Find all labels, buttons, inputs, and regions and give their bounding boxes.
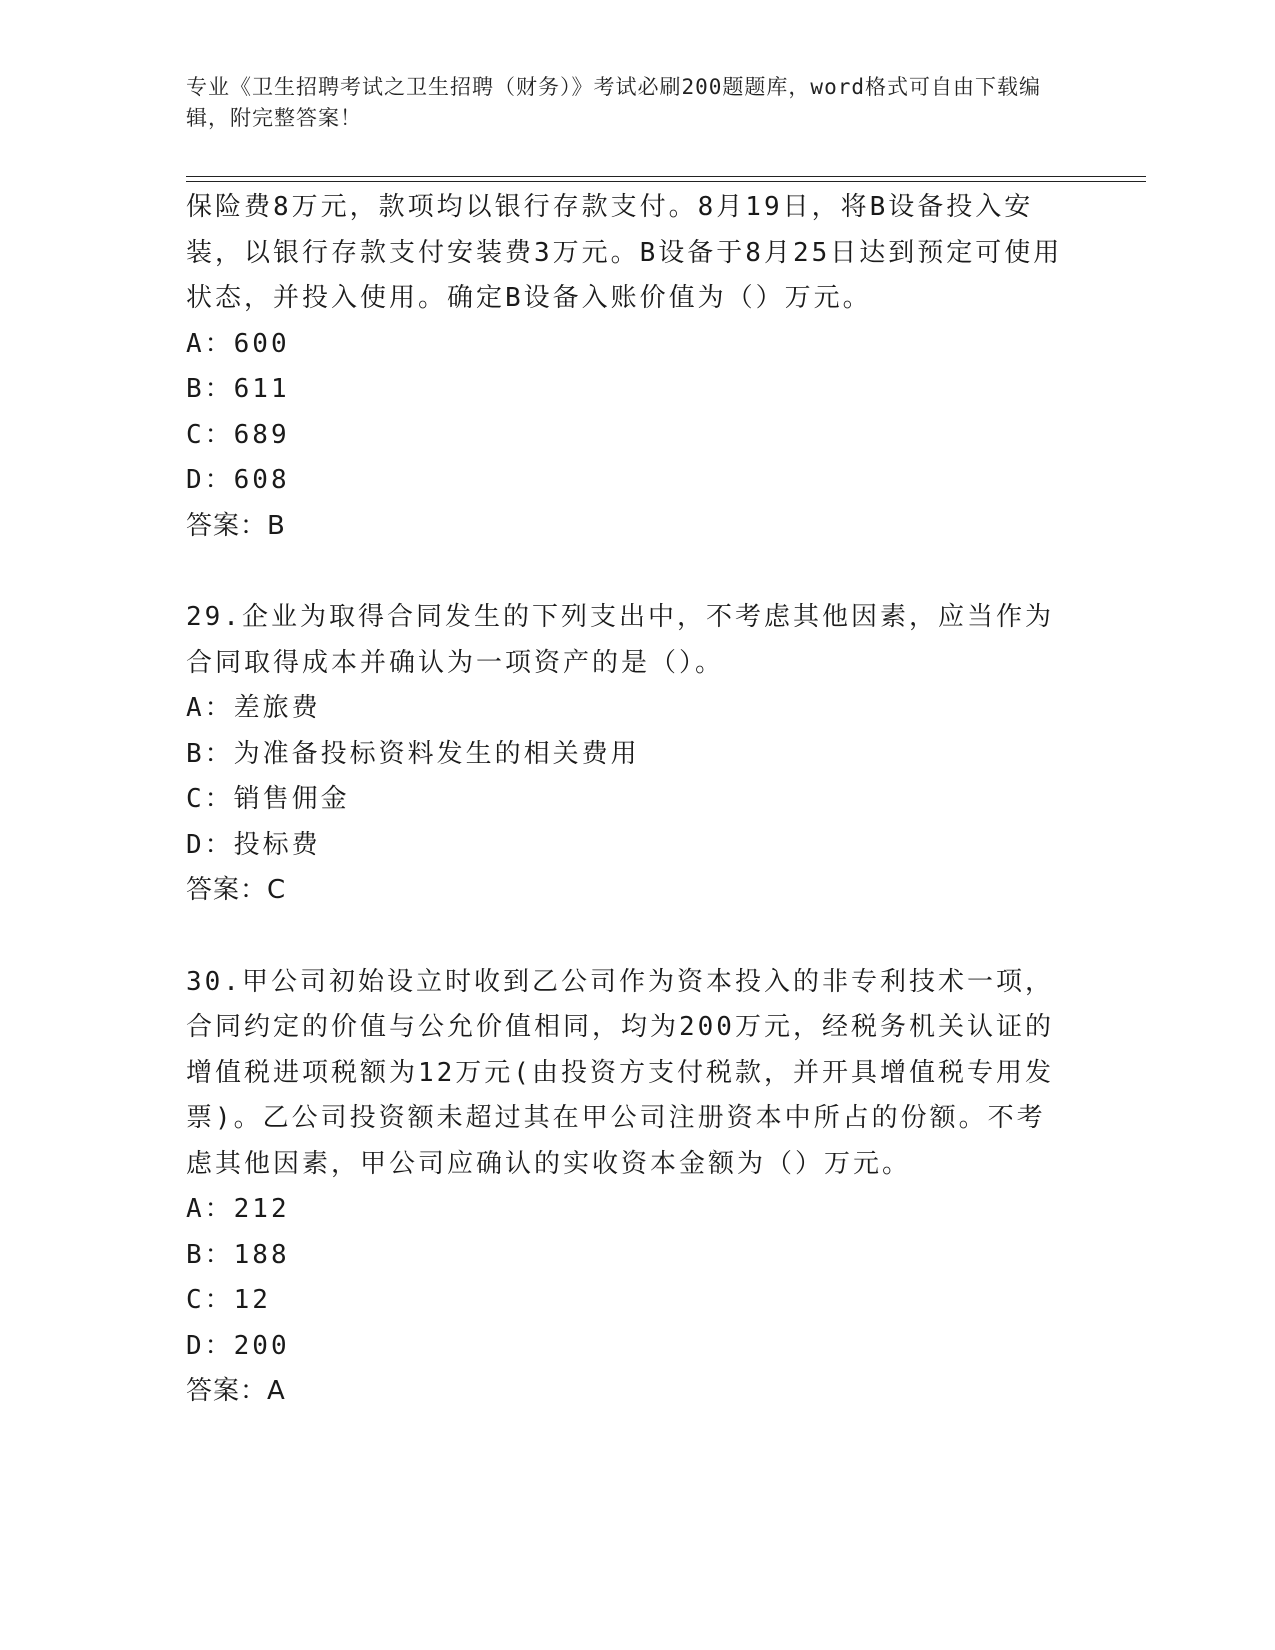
option-b: B：611 bbox=[186, 374, 290, 404]
question-spacer bbox=[186, 914, 1066, 960]
question-block bbox=[186, 185, 1066, 549]
question-block bbox=[186, 595, 1066, 914]
page-header: 专业《卫生招聘考试之卫生招聘（财务）》考试必刷200题题库，word格式可自由下载编辑，附完整答案！ bbox=[186, 75, 1041, 130]
answer-line: 答案：C bbox=[186, 875, 287, 905]
header-rule-bottom bbox=[186, 181, 1146, 182]
option-b: B：188 bbox=[186, 1239, 290, 1270]
option-d: D：200 bbox=[186, 1330, 290, 1361]
option-c: C：销售佣金 bbox=[186, 784, 350, 814]
question-stem: 保险费8万元，款项均以银行存款支付。8月19日，将B设备投入安装，以银行存款支付安装费3万元。B设备于8月25日达到预定可使用状态，并投入使用。确定B设备入账价值为（）万元。 bbox=[186, 192, 1063, 313]
question-spacer bbox=[186, 549, 1066, 595]
option-d: D：投标费 bbox=[186, 829, 321, 860]
option-a: A：差旅费 bbox=[186, 693, 321, 723]
option-a: A：600 bbox=[186, 328, 290, 359]
option-c: C：12 bbox=[186, 1285, 271, 1315]
option-d: D：608 bbox=[186, 465, 290, 495]
answer-line: 答案：B bbox=[186, 510, 286, 541]
answer-line: 答案：A bbox=[186, 1376, 286, 1406]
question-stem: 30.甲公司初始设立时收到乙公司作为资本投入的非专利技术一项，合同约定的价值与公允价值相同，均为200万元，经税务机关认证的增值税进项税额为12万元(由投资方支付税款，并开具增值税专用发票)。乙公司投资额未超过其在甲公司注册资本中所占的份额。不考虑其他因素，甲公司应确认的实收资本金额为（）万元。 bbox=[186, 966, 1054, 1179]
option-c: C：689 bbox=[186, 419, 290, 450]
question-list bbox=[186, 185, 1066, 1415]
option-b: B：为准备投标资料发生的相关费用 bbox=[186, 738, 640, 769]
question-stem: 29.企业为取得合同发生的下列支出中，不考虑其他因素，应当作为合同取得成本并确认为一项资产的是（）。 bbox=[186, 602, 1054, 678]
header-rule-top bbox=[186, 176, 1146, 177]
option-a: A：212 bbox=[186, 1194, 290, 1224]
question-block bbox=[186, 960, 1066, 1415]
